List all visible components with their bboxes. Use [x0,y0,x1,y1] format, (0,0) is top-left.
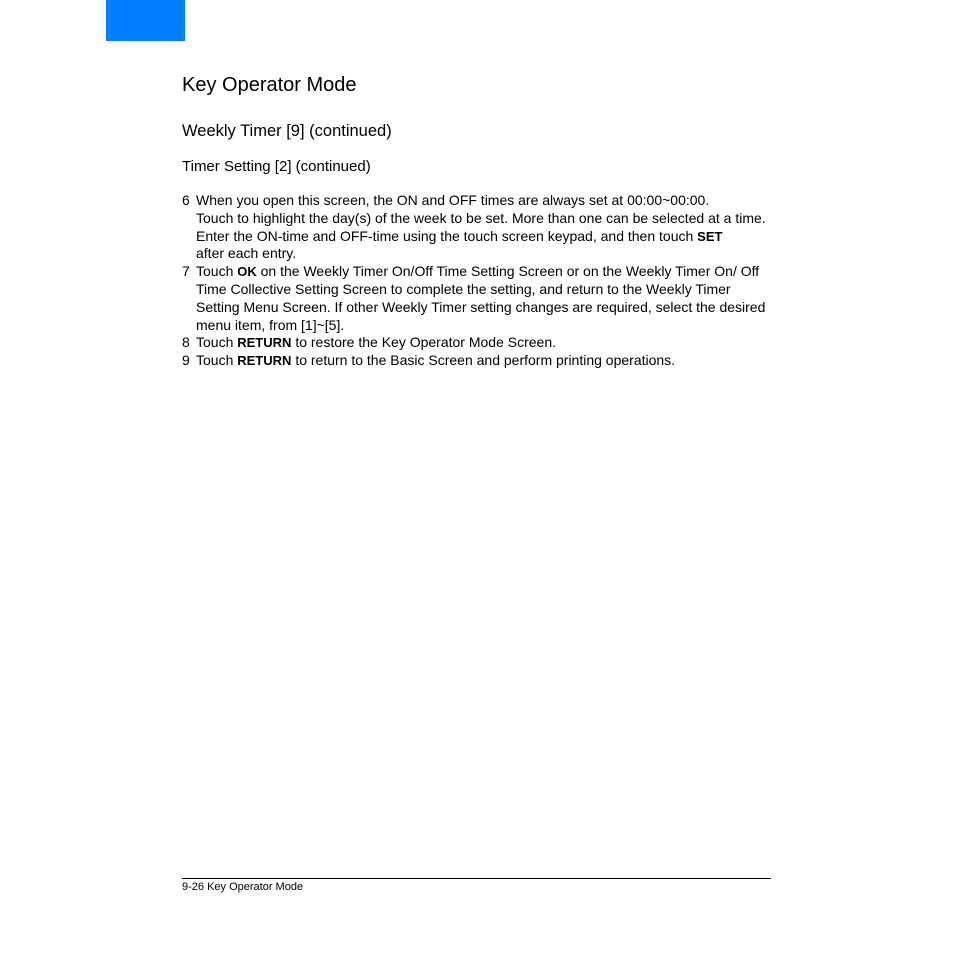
step-6 [182,192,774,263]
set-key-label: SET [697,228,723,244]
return-key-label: RETURN [237,353,292,369]
step-text [196,352,774,370]
page-title: Key Operator Mode [182,74,357,96]
step-text [196,334,774,352]
step-number: 7 [182,263,190,280]
footer-divider [182,878,771,879]
step-text-segment: on the Weekly Timer On/Off Time Setting Screen or on the Weekly Timer On/ Off Time Collective Setting Screen to complete the setting, and return to the Weekly Timer Setting Menu Screen. If other Weekly Timer setting changes are required, select the desired menu item, from [1]~[5]. [196,263,766,333]
step-9 [182,352,774,370]
chapter-tab-marker [106,0,185,41]
return-key-label: RETURN [237,335,292,351]
step-8 [182,334,774,352]
step-text-segment: after each entry. [196,245,297,262]
step-text [196,263,774,334]
step-text-segment: to restore the Key Operator Mode Screen. [295,334,557,351]
step-body [196,192,774,263]
subsection-heading: Timer Setting [2] (continued) [182,158,371,175]
step-text-segment: Touch [196,352,234,369]
page-footer: 9-26 Key Operator Mode [182,881,304,893]
ok-key-label: OK [237,264,257,280]
section-heading: Weekly Timer [9] (continued) [182,122,392,140]
step-text: Touch to highlight the day(s) of the week to be set. More than one can be selected at a time. [196,209,766,226]
step-text-segment: Enter the ON-time and OFF-time using the touch screen keypad, and then touch [196,227,694,244]
step-text-segment: Touch [196,263,234,280]
step-text-segment: Touch [196,334,234,351]
step-number: 6 [182,192,190,208]
step-text [196,228,774,264]
step-number: 8 [182,334,190,351]
step-number: 9 [182,352,190,369]
step-7 [182,263,774,334]
step-list [182,192,774,370]
step-text: When you open this screen, the ON and OFF times are always set at 00:00~00:00. [196,192,710,208]
step-text-segment: to return to the Basic Screen and perform printing operations. [295,352,676,369]
